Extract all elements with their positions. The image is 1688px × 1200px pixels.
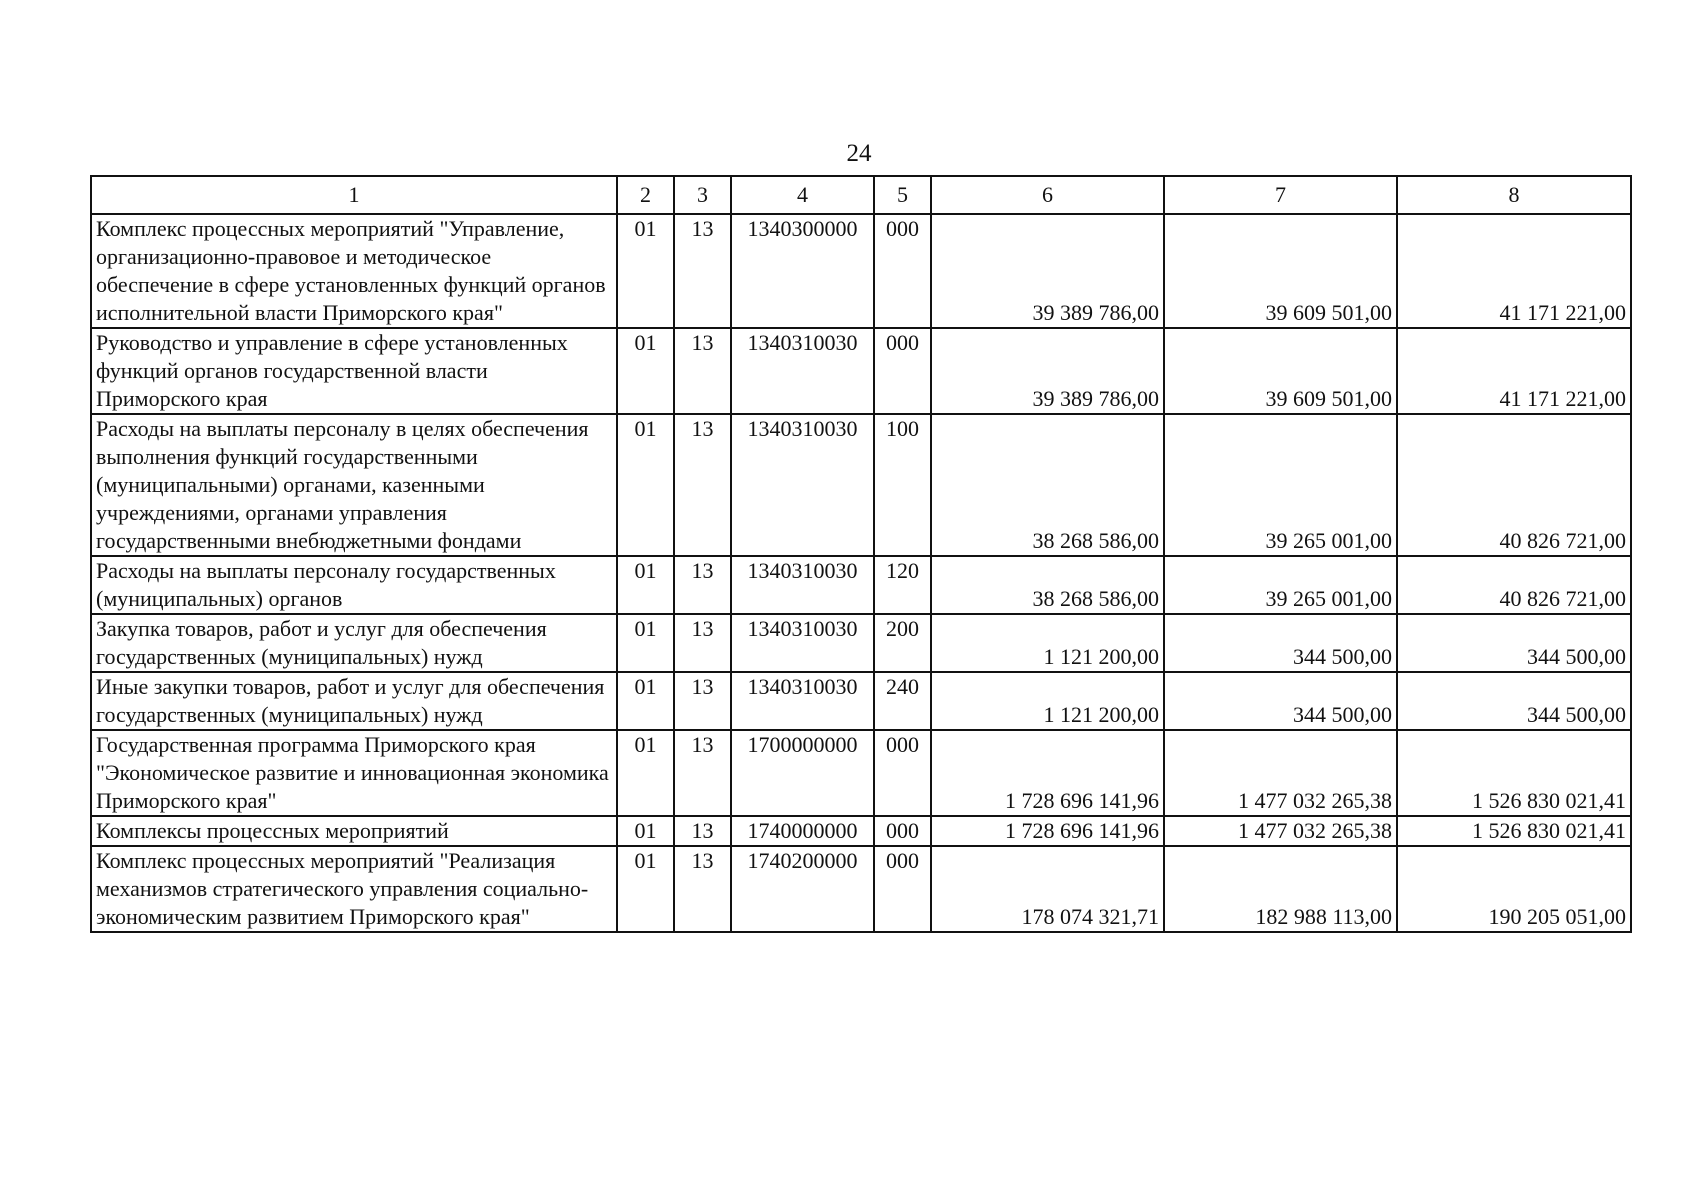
row-section-code: 01	[617, 556, 674, 614]
row-amount-col8: 41 171 221,00	[1397, 214, 1631, 328]
row-amount-col7: 39 265 001,00	[1164, 556, 1397, 614]
table-row	[91, 846, 1631, 932]
row-amount-col7: 39 609 501,00	[1164, 328, 1397, 414]
table-row	[91, 414, 1631, 556]
col-header-5: 5	[874, 176, 931, 214]
row-target-code: 1340310030	[731, 328, 874, 414]
row-target-code: 1340310030	[731, 672, 874, 730]
row-amount-col7: 344 500,00	[1164, 672, 1397, 730]
row-amount-col6: 1 728 696 141,96	[931, 816, 1164, 846]
row-name: Руководство и управление в сфере установленных функций органов государственной власти Приморского края	[91, 328, 617, 414]
table-row	[91, 214, 1631, 328]
row-amount-col8: 1 526 830 021,41	[1397, 816, 1631, 846]
row-section-code: 01	[617, 214, 674, 328]
row-amount-col7: 182 988 113,00	[1164, 846, 1397, 932]
row-subsection-code: 13	[674, 556, 731, 614]
col-header-1: 1	[91, 176, 617, 214]
table-row	[91, 556, 1631, 614]
row-expense-type-code: 000	[874, 214, 931, 328]
table-row	[91, 672, 1631, 730]
row-amount-col7: 1 477 032 265,38	[1164, 816, 1397, 846]
row-expense-type-code: 200	[874, 614, 931, 672]
row-amount-col7: 39 265 001,00	[1164, 414, 1397, 556]
row-subsection-code: 13	[674, 846, 731, 932]
row-subsection-code: 13	[674, 328, 731, 414]
table-row	[91, 730, 1631, 816]
row-target-code: 1740000000	[731, 816, 874, 846]
row-name: Комплекс процессных мероприятий "Управление, организационно-правовое и методическое обеспечение в сфере установленных функций органов исполнительной власти Приморского края"	[91, 214, 617, 328]
row-amount-col6: 38 268 586,00	[931, 556, 1164, 614]
row-amount-col6: 178 074 321,71	[931, 846, 1164, 932]
row-target-code: 1340310030	[731, 556, 874, 614]
row-subsection-code: 13	[674, 672, 731, 730]
row-expense-type-code: 100	[874, 414, 931, 556]
row-expense-type-code: 240	[874, 672, 931, 730]
row-section-code: 01	[617, 730, 674, 816]
row-section-code: 01	[617, 846, 674, 932]
row-subsection-code: 13	[674, 730, 731, 816]
row-name: Комплексы процессных мероприятий	[91, 816, 617, 846]
row-section-code: 01	[617, 672, 674, 730]
row-name: Расходы на выплаты персоналу в целях обеспечения выполнения функций государственными (муниципальными) органами, казенными учреждениями, органами управления государственными внебюджетными фондами	[91, 414, 617, 556]
row-name: Государственная программа Приморского края "Экономическое развитие и инновационная экономика Приморского края"	[91, 730, 617, 816]
row-amount-col8: 40 826 721,00	[1397, 556, 1631, 614]
row-target-code: 1700000000	[731, 730, 874, 816]
col-header-3: 3	[674, 176, 731, 214]
row-section-code: 01	[617, 614, 674, 672]
col-header-8: 8	[1397, 176, 1631, 214]
row-expense-type-code: 120	[874, 556, 931, 614]
row-amount-col7: 344 500,00	[1164, 614, 1397, 672]
row-target-code: 1740200000	[731, 846, 874, 932]
row-amount-col7: 39 609 501,00	[1164, 214, 1397, 328]
row-expense-type-code: 000	[874, 846, 931, 932]
header-row	[91, 176, 1631, 214]
budget-table	[90, 175, 1632, 933]
col-header-7: 7	[1164, 176, 1397, 214]
row-name: Закупка товаров, работ и услуг для обеспечения государственных (муниципальных) нужд	[91, 614, 617, 672]
page-number: 24	[846, 140, 872, 167]
row-subsection-code: 13	[674, 214, 731, 328]
row-subsection-code: 13	[674, 816, 731, 846]
table-row	[91, 328, 1631, 414]
col-header-4: 4	[731, 176, 874, 214]
col-header-6: 6	[931, 176, 1164, 214]
row-expense-type-code: 000	[874, 816, 931, 846]
row-amount-col8: 190 205 051,00	[1397, 846, 1631, 932]
row-name: Иные закупки товаров, работ и услуг для обеспечения государственных (муниципальных) нужд	[91, 672, 617, 730]
row-name: Комплекс процессных мероприятий "Реализация механизмов стратегического управления социально-экономическим развитием Приморского края"	[91, 846, 617, 932]
row-amount-col6: 38 268 586,00	[931, 414, 1164, 556]
row-amount-col6: 1 728 696 141,96	[931, 730, 1164, 816]
row-target-code: 1340310030	[731, 614, 874, 672]
row-amount-col8: 1 526 830 021,41	[1397, 730, 1631, 816]
row-amount-col8: 344 500,00	[1397, 614, 1631, 672]
row-amount-col6: 1 121 200,00	[931, 614, 1164, 672]
row-amount-col8: 40 826 721,00	[1397, 414, 1631, 556]
row-amount-col7: 1 477 032 265,38	[1164, 730, 1397, 816]
row-amount-col8: 344 500,00	[1397, 672, 1631, 730]
row-subsection-code: 13	[674, 614, 731, 672]
row-amount-col8: 41 171 221,00	[1397, 328, 1631, 414]
row-expense-type-code: 000	[874, 328, 931, 414]
table-row	[91, 816, 1631, 846]
row-amount-col6: 39 389 786,00	[931, 214, 1164, 328]
row-subsection-code: 13	[674, 414, 731, 556]
row-amount-col6: 1 121 200,00	[931, 672, 1164, 730]
row-section-code: 01	[617, 816, 674, 846]
row-target-code: 1340310030	[731, 414, 874, 556]
table-row	[91, 614, 1631, 672]
row-amount-col6: 39 389 786,00	[931, 328, 1164, 414]
row-name: Расходы на выплаты персоналу государственных (муниципальных) органов	[91, 556, 617, 614]
col-header-2: 2	[617, 176, 674, 214]
row-expense-type-code: 000	[874, 730, 931, 816]
row-target-code: 1340300000	[731, 214, 874, 328]
row-section-code: 01	[617, 328, 674, 414]
row-section-code: 01	[617, 414, 674, 556]
